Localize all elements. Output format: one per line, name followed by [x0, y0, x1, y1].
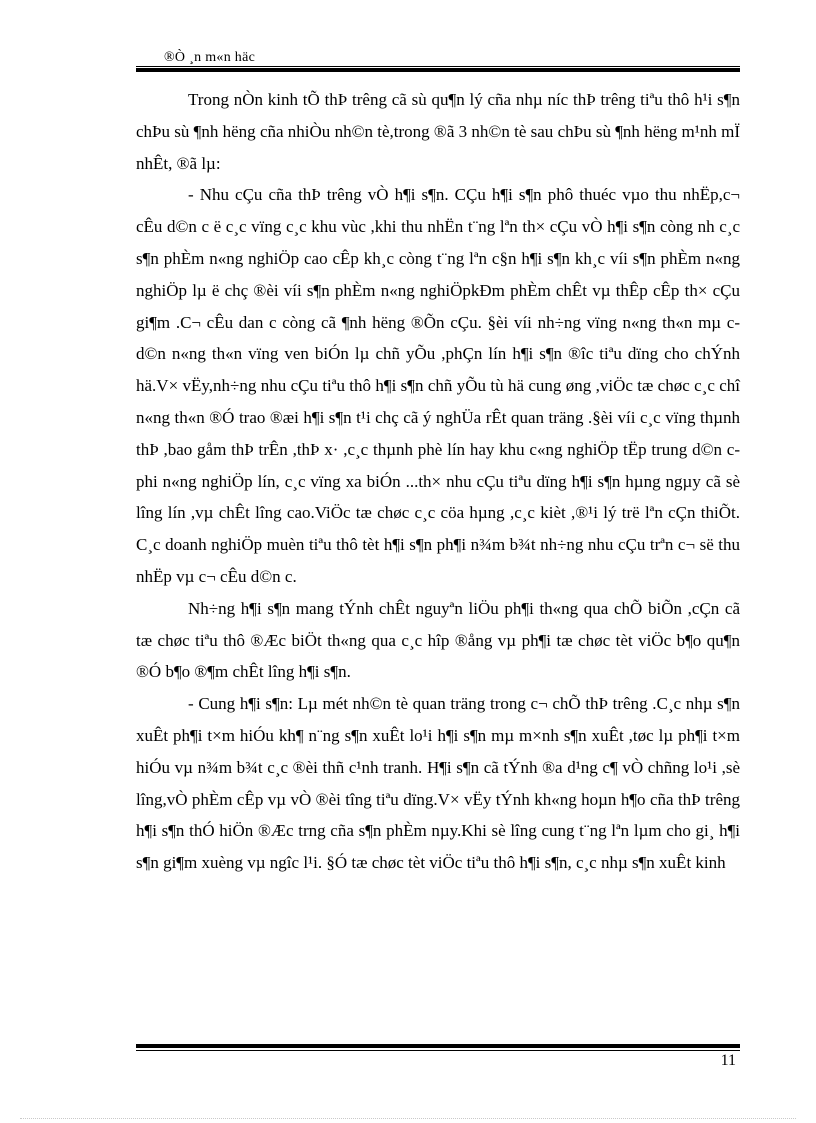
page-number: 11 [720, 1052, 736, 1069]
paragraph-3: Nh÷ng h¶i s¶n mang tÝnh chÊt nguyªn liÖu ph¶i th«ng qua chÕ biÕn ,cÇn cã tæ chøc tiªu thô ®Æc biÖt th«ng qua c¸c hîp ®ång vµ ph¶i tæ chøc tèt viÖc b¶o qu¶n ®Ó b¶o ®¶m chÊt lîng h¶i s¶n. [136, 598, 740, 682]
paragraph-1: Trong nÒn kinh tÕ thÞ trêng cã sù qu¶n lý cña nhµ níc thÞ trêng tiªu thô h¹i s¶n chÞu sù ¶nh hëng cña nhiÒu nh©n tè,trong ®ã 3 nh©n tè sau chÞu sù ¶nh hëng m¹nh mÏ nhÊt, ®ã lµ: [136, 90, 740, 173]
header-rule-thin [136, 66, 740, 67]
paragraph-2: - Nhu cÇu cña thÞ trêng vÒ h¶i s¶n. CÇu h¶i s¶n phô thuéc vµo thu nhËp,c¬ cÊu d©n c ë c¸c vïng c¸c khu vùc ,khi thu nhËn t¨ng lªn th× cÇu vÒ h¶i s¶n còng nh c¸c s¶n phÈm n«ng nghiÖp cao cÊp kh¸c còng t¨ng lªn c§n h¶i s¶n kh¸c víi s¶n phÈm n«ng nghiÖp lµ ë chç ®èi víi s¶n phÈm n«ng nghiÖpkÐm phÈm chÊt vµ thÊp cÊp th× cÇu gi¶m .C¬ cÊu dan c còng cã ¶nh hëng ®Õn cÇu. §èi víi nh÷ng vïng n«ng th«n mµ c d©n n«ng th«n vïng ven biÓn lµ chñ yÕu ,phÇn lín h¶i s¶n ®îc tiªu dïng cho chÝnh hä.V× vËy,nh÷ng nhu cÇu tiªu thô h¶i s¶n chñ yÕu tù hä cung øng ,viÖc tæ chøc c¸c chî n«ng th«n ®Ó trao ®æi h¶i s¶n t¹i chç cã ý nghÜa rÊt quan träng .§èi víi c¸c vïng thµnh thÞ ,bao gåm thÞ trÊn ,thÞ x· ,c¸c thµnh phè lín hay khu c«ng nghiÖp tËp trung d©n c phi n«ng nghiÖp lín, c¸c vïng xa biÓn ...th× nhu cÇu tiªu dïng h¶i s¶n hµng ngµy cã sè lîng lín ,vµ chÊt lîng cao.ViÖc tæ chøc c¸c cöa hµng ,c¸c kièt ,®¹i lý trë lªn cÇn thiÕt. C¸c doanh nghiÖp muèn tiªu thô tèt h¶i s¶n ph¶i n¾m b¾t nh÷ng nhu cÇu trªn c¬ së thu nhËp vµ c¬ cÊu d©n c. [136, 185, 740, 586]
paragraph-4: - Cung h¶i s¶n: Lµ mét nh©n tè quan träng trong c¬ chÕ thÞ trêng .C¸c nhµ s¶n xuÊt ph¶i t×m hiÓu kh¶ n¨ng s¶n xuÊt lo¹i h¶i s¶n mµ m×nh s¶n xuÊt ,tøc lµ ph¶i t×m hiÓu vµ n¾m b¾t c¸c ®èi thñ c¹nh tranh. H¶i s¶n cã tÝnh ®a d¹ng c¶ vÒ chñng lo¹i ,sè lîng,vÒ phÈm cÊp vµ vÒ ®èi tîng tiªu dïng.V× vËy tÝnh kh«ng hoµn h¶o cña thÞ trêng h¶i s¶n thÓ hiÖn ®Æc trng cña s¶n phÈm nµy.Khi sè lîng cung t¨ng lªn lµm cho gi¸ h¶i s¶n gi¶m xuèng vµ ngîc l¹i. §Ó tæ chøc tèt viÖc tiªu thô h¶i s¶n, c¸c nhµ s¶n xuÊt kinh [136, 694, 740, 873]
page-edge-divider [20, 1118, 796, 1119]
footer-rule-thin [136, 1050, 740, 1051]
body-text [136, 84, 740, 879]
footer-rule-thick [136, 1044, 740, 1048]
page-header-title: ®Ò ¸n m«n häc [164, 50, 256, 65]
header-rule-thick [136, 68, 740, 72]
